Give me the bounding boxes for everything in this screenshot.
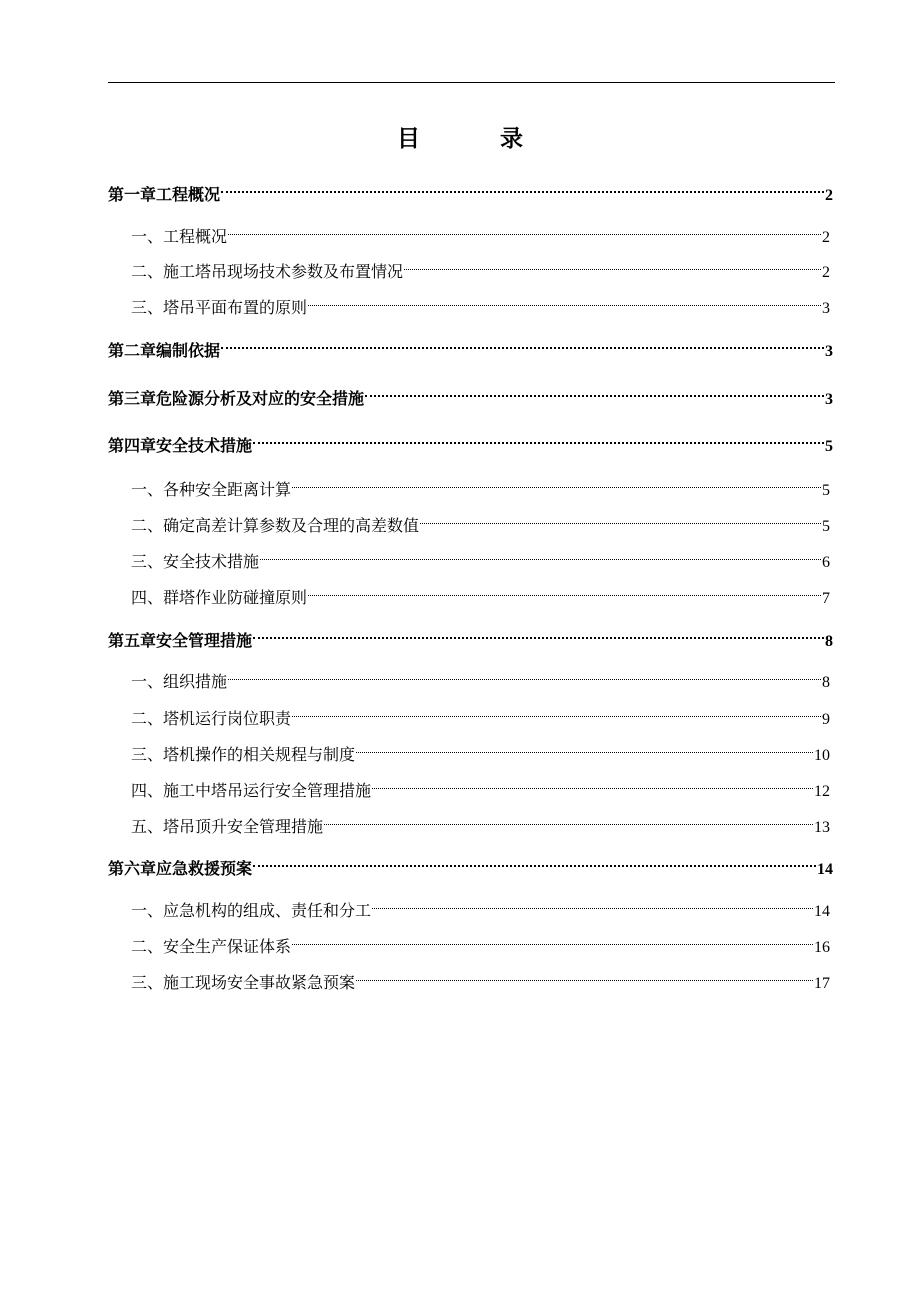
toc-label: 一、各种安全距离计算 (131, 480, 292, 499)
toc-section-6-3[interactable] (131, 962, 830, 992)
dot-leader (292, 926, 813, 952)
toc-title-left: 目 (397, 125, 420, 152)
toc-section-6-2[interactable] (131, 926, 830, 956)
toc-section-5-5[interactable] (131, 806, 830, 836)
dot-leader (221, 330, 824, 356)
toc-section-5-3[interactable] (131, 734, 830, 764)
dot-leader (253, 425, 824, 451)
dot-leader (292, 698, 821, 724)
toc-section-5-1[interactable] (131, 661, 830, 691)
toc-section-1-2[interactable] (131, 251, 830, 281)
toc-page-number: 16 (814, 939, 830, 956)
toc-section-6-1[interactable] (131, 890, 830, 920)
dot-leader (420, 505, 821, 531)
toc-chapter-1[interactable] (108, 174, 833, 204)
dot-leader (253, 620, 824, 646)
toc-label: 三、塔机操作的相关规程与制度 (131, 745, 356, 764)
toc-section-4-1[interactable] (131, 469, 830, 499)
dot-leader (365, 378, 824, 404)
toc-page-number: 17 (814, 975, 830, 992)
toc-page-number: 3 (825, 343, 833, 360)
toc-page-number: 14 (817, 861, 833, 878)
toc-label: 第二章编制依据 (108, 341, 221, 360)
dot-leader (356, 734, 813, 760)
toc-label: 三、施工现场安全事故紧急预案 (131, 973, 356, 992)
toc-page-number: 9 (822, 711, 830, 728)
toc-section-5-4[interactable] (131, 770, 830, 800)
toc-section-4-3[interactable] (131, 541, 830, 571)
dot-leader (292, 469, 821, 495)
header-rule (108, 82, 835, 83)
toc-page-number: 2 (822, 229, 830, 246)
toc-label: 第六章应急救援预案 (108, 859, 253, 878)
dot-leader (228, 216, 821, 242)
toc-label: 二、安全生产保证体系 (131, 937, 292, 956)
dot-leader (356, 962, 813, 988)
toc-label: 一、组织措施 (131, 672, 228, 691)
toc-label: 一、应急机构的组成、责任和分工 (131, 901, 372, 920)
toc-page-number: 3 (825, 391, 833, 408)
toc-chapter-6[interactable] (108, 848, 833, 878)
toc-label: 四、施工中塔吊运行安全管理措施 (131, 781, 372, 800)
toc-label: 第四章安全技术措施 (108, 436, 253, 455)
dot-leader (260, 541, 821, 567)
toc-chapter-5[interactable] (108, 620, 833, 650)
toc-page-number: 5 (822, 482, 830, 499)
toc-title (0, 124, 920, 154)
dot-leader (372, 770, 813, 796)
toc-page-number: 5 (822, 518, 830, 535)
toc-page-number: 5 (825, 438, 833, 455)
dot-leader (308, 287, 821, 313)
toc-page-number: 3 (822, 300, 830, 317)
toc-page-number: 7 (822, 590, 830, 607)
toc-page-number: 12 (814, 783, 830, 800)
dot-leader (228, 661, 821, 687)
dot-leader (221, 174, 824, 200)
dot-leader (324, 806, 813, 832)
toc-section-4-2[interactable] (131, 505, 830, 535)
toc-label: 五、塔吊顶升安全管理措施 (131, 817, 324, 836)
toc-label: 第一章工程概况 (108, 185, 221, 204)
toc-chapter-4[interactable] (108, 425, 833, 455)
toc-page-number: 8 (822, 674, 830, 691)
dot-leader (404, 251, 821, 277)
toc-label: 二、塔机运行岗位职责 (131, 709, 292, 728)
toc-page-number: 10 (814, 747, 830, 764)
toc-label: 第五章安全管理措施 (108, 631, 253, 650)
dot-leader (308, 577, 821, 603)
dot-leader (253, 848, 816, 874)
toc-section-5-2[interactable] (131, 698, 830, 728)
toc-page-number: 13 (814, 819, 830, 836)
toc-page-number: 8 (825, 633, 833, 650)
toc-page-number: 6 (822, 554, 830, 571)
toc-section-4-4[interactable] (131, 577, 830, 607)
toc-title-right: 录 (500, 125, 523, 152)
dot-leader (372, 890, 813, 916)
toc-label: 三、安全技术措施 (131, 552, 260, 571)
toc-section-1-1[interactable] (131, 216, 830, 246)
toc-label: 一、工程概况 (131, 227, 228, 246)
toc-label: 二、确定高差计算参数及合理的高差数值 (131, 516, 420, 535)
toc-label: 二、施工塔吊现场技术参数及布置情况 (131, 262, 404, 281)
toc-label: 第三章危险源分析及对应的安全措施 (108, 389, 365, 408)
toc-section-1-3[interactable] (131, 287, 830, 317)
toc-page-number: 2 (825, 187, 833, 204)
toc-chapter-2[interactable] (108, 330, 833, 360)
toc-chapter-3[interactable] (108, 378, 833, 408)
toc-label: 四、群塔作业防碰撞原则 (131, 588, 308, 607)
toc-page-number: 2 (822, 264, 830, 281)
toc-page-number: 14 (814, 903, 830, 920)
toc-label: 三、塔吊平面布置的原则 (131, 298, 308, 317)
